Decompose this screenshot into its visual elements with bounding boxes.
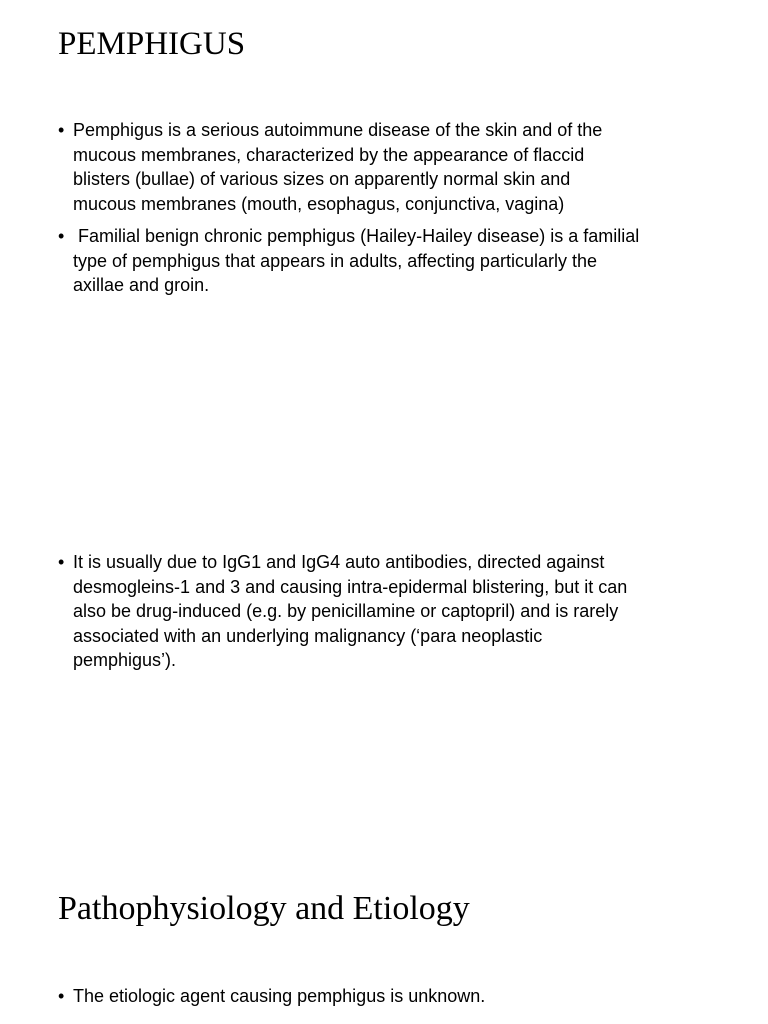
bullet-list-pemphigus: [58, 118, 639, 306]
bullet-text-line: type of pemphigus that appears in adults, affecting particularly the: [73, 250, 597, 271]
bullet-text-line: mucous membranes, characterized by the appearance of flaccid: [73, 144, 585, 165]
bullet-text-line: blisters (bullae) of various sizes on apparently normal skin and: [73, 169, 571, 189]
bullet-icon: •: [58, 986, 65, 1006]
bullet-icon: •: [58, 552, 65, 572]
section-title-pathophysiology: Pathophysiology and Etiology: [58, 890, 470, 927]
bullet-text-line: The etiologic agent causing pemphigus is unknown.: [73, 986, 486, 1006]
bullet-item: [58, 118, 639, 216]
section-title-pemphigus: PEMPHIGUS: [58, 26, 246, 62]
bullet-text-line: axillae and groin.: [73, 275, 210, 295]
bullet-text-line: also be drug-induced (e.g. by penicillamine or captopril) and is rarely: [73, 601, 619, 621]
bullet-item: [58, 224, 639, 298]
bullet-text-line: Pemphigus is a serious autoimmune disease of the skin and of the: [73, 120, 603, 140]
bullet-item: [58, 550, 627, 673]
bullet-icon: •: [58, 120, 65, 140]
bullet-text-line: mucous membranes (mouth, esophagus, conjunctiva, vagina): [73, 193, 565, 214]
bullet-list-cause: [58, 550, 627, 681]
bullet-text-line: desmogleins-1 and 3 and causing intra-epidermal blistering, but it can: [73, 576, 628, 597]
bullet-text-line: pemphigus’).: [73, 650, 177, 670]
bullet-list-etiology: [58, 984, 485, 1017]
bullet-icon: •: [58, 226, 65, 246]
bullet-text-line: associated with an underlying malignancy (‘para neoplastic: [73, 625, 543, 646]
bullet-text-line: It is usually due to IgG1 and IgG4 auto antibodies, directed against: [73, 552, 605, 572]
bullet-text-line: Familial benign chronic pemphigus (Hailey-Hailey disease) is a familial: [73, 226, 640, 246]
bullet-item: [58, 984, 485, 1009]
